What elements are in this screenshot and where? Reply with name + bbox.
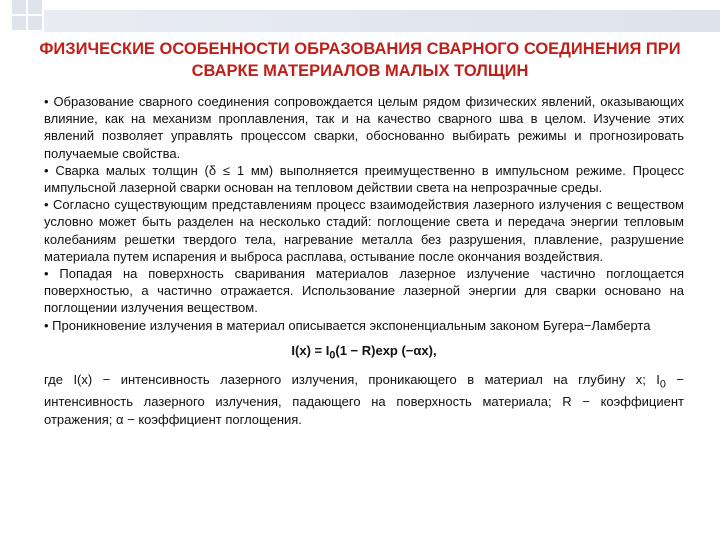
formula-legend: [44, 371, 684, 428]
decor-square: [28, 0, 42, 14]
title-line-1: ФИЗИЧЕСКИЕ ОСОБЕННОСТИ ОБРАЗОВАНИЯ СВАРНОГО СОЕДИНЕНИЯ ПРИ: [39, 40, 681, 58]
formula-left: I(x) = I: [291, 342, 330, 358]
formula-right: (1 − R)exp (−αx),: [335, 342, 437, 358]
legend-part-2: − интенсивность лазерного излучения, падающего на поверхность материала; R − коэффициент отражения; α − коэффициент поглощения.: [44, 371, 684, 427]
slide-body: [44, 93, 684, 428]
bouguer-lambert-formula: [44, 342, 684, 365]
legend-subscript: 0: [659, 378, 666, 391]
slide-title: [20, 38, 700, 82]
paragraph-3: • Согласно существующим представлениям процесс взаимодействия лазерного излучения с веществом условно может быть разделен на несколько стадий: поглощение света и передача энергии тепловым колебаниям решетки твердого тела, нагревание металла без разрушения, плавление, разрушение материала путем испарения и выброса расплава, остывание после окончания воздействия.: [44, 197, 684, 264]
paragraph-2: • Сварка малых толщин (δ ≤ 1 мм) выполняется преимущественно в импульсном режиме. Процесс импульсной лазерной сварки основан на тепловом действии света на непрозрачные среды.: [44, 162, 684, 196]
decor-square: [12, 16, 26, 30]
paragraph-4: • Попадая на поверхность сваривания материалов лазерное излучение частично поглощается поверхностью, а частично отражается. Использование лазерной энергии для сварки основано на поглощении излучения веществом.: [44, 266, 684, 316]
formula-subscript: 0: [329, 349, 336, 362]
paragraph-5: • Проникновение излучения в материал описывается экспоненциальным законом Бугера−Ламберта: [44, 317, 651, 333]
header-bar: [44, 10, 720, 32]
title-line-2: СВАРКЕ МАТЕРИАЛОВ МАЛЫХ ТОЛЩИН: [191, 62, 529, 80]
legend-part-1: где I(x) − интенсивность лазерного излучения, проникающего в материал на глубину x; I: [44, 371, 660, 387]
decor-square: [12, 0, 26, 14]
paragraph-1: • Образование сварного соединения сопровождается целым рядом физических явлений, оказывающих влияние, как на механизм проплавления, так и на качество сварного шва в целом. Изучение этих явлений позволяет управлять процессом сварки, обоснованно выбирать режимы и прогнозировать получаемые свойства.: [44, 94, 684, 161]
decor-square: [28, 16, 42, 30]
